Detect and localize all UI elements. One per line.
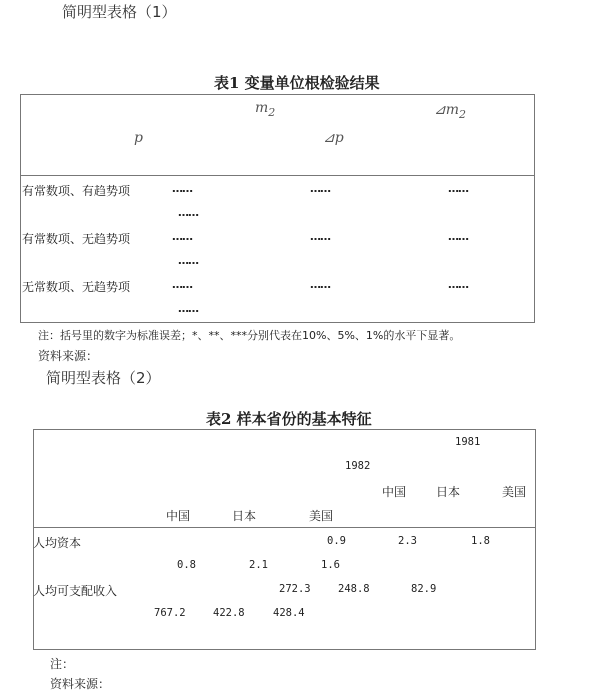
table2-cell: 2.1	[249, 559, 268, 571]
table2-cell: 1.8	[471, 535, 490, 547]
table1-header-delta-m2: $⊿m_2$	[434, 102, 467, 121]
table1-header-m2: $m_2$	[255, 100, 276, 119]
table2-title: 表2 样本省份的基本特征	[206, 410, 372, 428]
table2-header-country: 中国	[382, 485, 407, 499]
table1-header-divider	[20, 175, 535, 176]
table2-header-country: 日本	[436, 485, 461, 499]
table2-year-1982: 1982	[345, 460, 371, 472]
table2-cell: 272.3	[279, 583, 311, 595]
table1-cell: ……	[178, 206, 198, 219]
table2-cell: 82.9	[411, 583, 437, 595]
table1-cell: ……	[172, 278, 192, 291]
table1-row-label: 有常数项、无趋势项	[22, 232, 131, 246]
table2-cell: 0.8	[177, 559, 196, 571]
table1-cell: ……	[310, 278, 330, 291]
table1-cell: ……	[448, 230, 468, 243]
table2-cell: 422.8	[213, 607, 245, 619]
table2-row-label: 人均资本	[33, 536, 82, 550]
table1-source: 资料来源：	[38, 349, 99, 363]
table2-header-country: 美国	[309, 509, 334, 523]
table2-row-label: 人均可支配收入	[33, 584, 118, 598]
table1-cell: ……	[310, 230, 330, 243]
section1-title: 简明型表格（1）	[62, 3, 177, 21]
table2-cell: 1.6	[321, 559, 340, 571]
section2-title: 简明型表格（2）	[46, 369, 161, 387]
table1-title: 表1 变量单位根检验结果	[214, 74, 380, 92]
table2-header-divider	[33, 527, 536, 528]
table1-header-p: p	[134, 130, 143, 146]
table1-cell: ……	[178, 254, 198, 267]
table1-cell: ……	[448, 182, 468, 195]
table1-cell: ……	[448, 278, 468, 291]
table1-cell: ……	[172, 182, 192, 195]
table2-note: 注：	[50, 657, 75, 671]
table2-cell: 248.8	[338, 583, 370, 595]
table1-row-label: 无常数项、无趋势项	[22, 280, 131, 294]
table2-cell: 2.3	[398, 535, 417, 547]
table2-header-country: 中国	[166, 509, 191, 523]
table2-cell: 0.9	[327, 535, 346, 547]
table2-source: 资料来源：	[50, 677, 111, 691]
table2-header-country: 美国	[502, 485, 527, 499]
table2-year-1981: 1981	[455, 436, 481, 448]
table1-row-label: 有常数项、有趋势项	[22, 184, 131, 198]
table2-header-country: 日本	[232, 509, 257, 523]
table1-cell: ……	[178, 302, 198, 315]
table1-note: 注：括号里的数字为标准误差；*、**、***分别代表在10%、5%、1%的水平下显著。	[38, 329, 461, 342]
table1-header-delta-p: ⊿p	[323, 130, 344, 146]
table1-cell: ……	[310, 182, 330, 195]
table1-cell: ……	[172, 230, 192, 243]
table2-cell: 428.4	[273, 607, 305, 619]
table2-cell: 767.2	[154, 607, 186, 619]
